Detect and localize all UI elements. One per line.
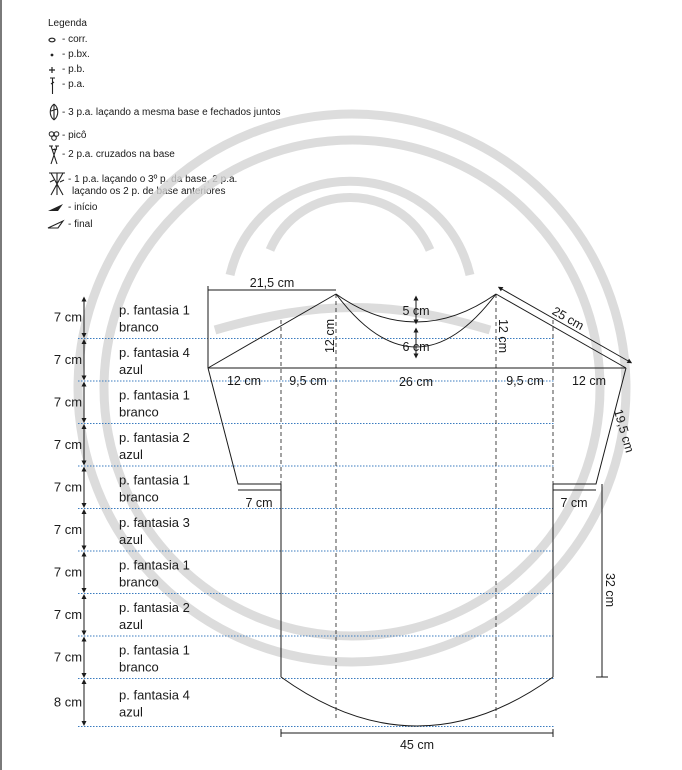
row-height-label: 7 cm <box>53 436 83 452</box>
legend-item-text: - p.bx. <box>62 49 90 60</box>
label-body-length: 32 cm <box>603 572 617 608</box>
dimension-labels <box>227 276 637 752</box>
label-neck-back: 6 cm <box>402 340 430 354</box>
row-color-label: branco <box>119 404 159 420</box>
label-sleeve-length: 19,5 cm <box>610 407 637 455</box>
label-sleeve-outer-right: 12 cm <box>571 374 607 388</box>
row-pattern-label: p. fantasia 1 <box>119 557 190 573</box>
legend-item-text: - p.a. <box>62 79 85 90</box>
row-pattern-label: p. fantasia 1 <box>119 472 190 488</box>
outline-hem <box>281 677 553 726</box>
row-color-label: branco <box>119 574 159 590</box>
legend-title: Legenda <box>48 18 87 29</box>
label-sleeve-outer-left: 12 cm <box>226 374 262 388</box>
legend-item-text: - p.b. <box>62 64 85 75</box>
row-height-label: 7 cm <box>53 479 83 495</box>
label-cuff-right: 7 cm <box>560 496 588 510</box>
legend-item-text-line2: laçando os 2 p. de base anteriores <box>72 186 226 197</box>
label-shoulder-slope: 25 cm <box>549 304 587 333</box>
row-pattern-label: p. fantasia 3 <box>119 514 190 530</box>
legend-item-text: - final <box>68 219 93 230</box>
legend-item-text: - início <box>68 202 98 213</box>
row-pattern-label: p. fantasia 1 <box>119 642 190 658</box>
label-center-width: 26 cm <box>398 375 434 389</box>
legend-item-text: - corr. <box>62 34 88 45</box>
row-height-label: 7 cm <box>53 606 83 622</box>
legend-item-text-line1: - 1 p.a. laçando o 3º p. da base, 2 p.a. <box>68 174 238 185</box>
row-color-label: azul <box>119 616 143 632</box>
row-height-label: 8 cm <box>53 694 83 710</box>
row-color-label: branco <box>119 489 159 505</box>
row-color-label: azul <box>119 361 143 377</box>
row-color-label: azul <box>119 446 143 462</box>
row-labels <box>54 299 190 724</box>
row-height-label: 7 cm <box>53 521 83 537</box>
legend-item-text: - 2 p.a. cruzados na base <box>62 149 175 160</box>
label-armhole-left: 9,5 cm <box>289 374 327 388</box>
row-color-label: azul <box>119 704 143 720</box>
label-hem-width: 45 cm <box>399 738 435 752</box>
row-height-label: 7 cm <box>53 309 83 325</box>
row-height-label: 7 cm <box>53 351 83 367</box>
legend-item-text: - picô <box>62 130 87 141</box>
label-shoulder-height-right: 12 cm <box>496 318 510 354</box>
label-shoulder-height-left: 12 cm <box>323 318 337 354</box>
label-armhole-right: 9,5 cm <box>506 374 544 388</box>
row-pattern-label: p. fantasia 1 <box>119 387 190 403</box>
outline-right-shoulder <box>496 294 626 368</box>
row-pattern-label: p. fantasia 1 <box>119 302 190 318</box>
legend-item-text: - 3 p.a. laçando a mesma base e fechados juntos <box>62 107 281 118</box>
label-cuff-left: 7 cm <box>245 496 273 510</box>
row-height-label: 7 cm <box>53 649 83 665</box>
row-pattern-label: p. fantasia 2 <box>119 599 190 615</box>
row-color-label: branco <box>119 319 159 335</box>
row-pattern-label: p. fantasia 4 <box>119 687 190 703</box>
label-shoulder-top: 21,5 cm <box>249 276 295 290</box>
row-color-label: azul <box>119 531 143 547</box>
row-height-label: 7 cm <box>53 564 83 580</box>
row-height-label: 7 cm <box>53 394 83 410</box>
row-pattern-label: p. fantasia 4 <box>119 344 190 360</box>
row-pattern-label: p. fantasia 2 <box>119 429 190 445</box>
label-neck-front: 5 cm <box>402 304 430 318</box>
row-color-label: branco <box>119 659 159 675</box>
